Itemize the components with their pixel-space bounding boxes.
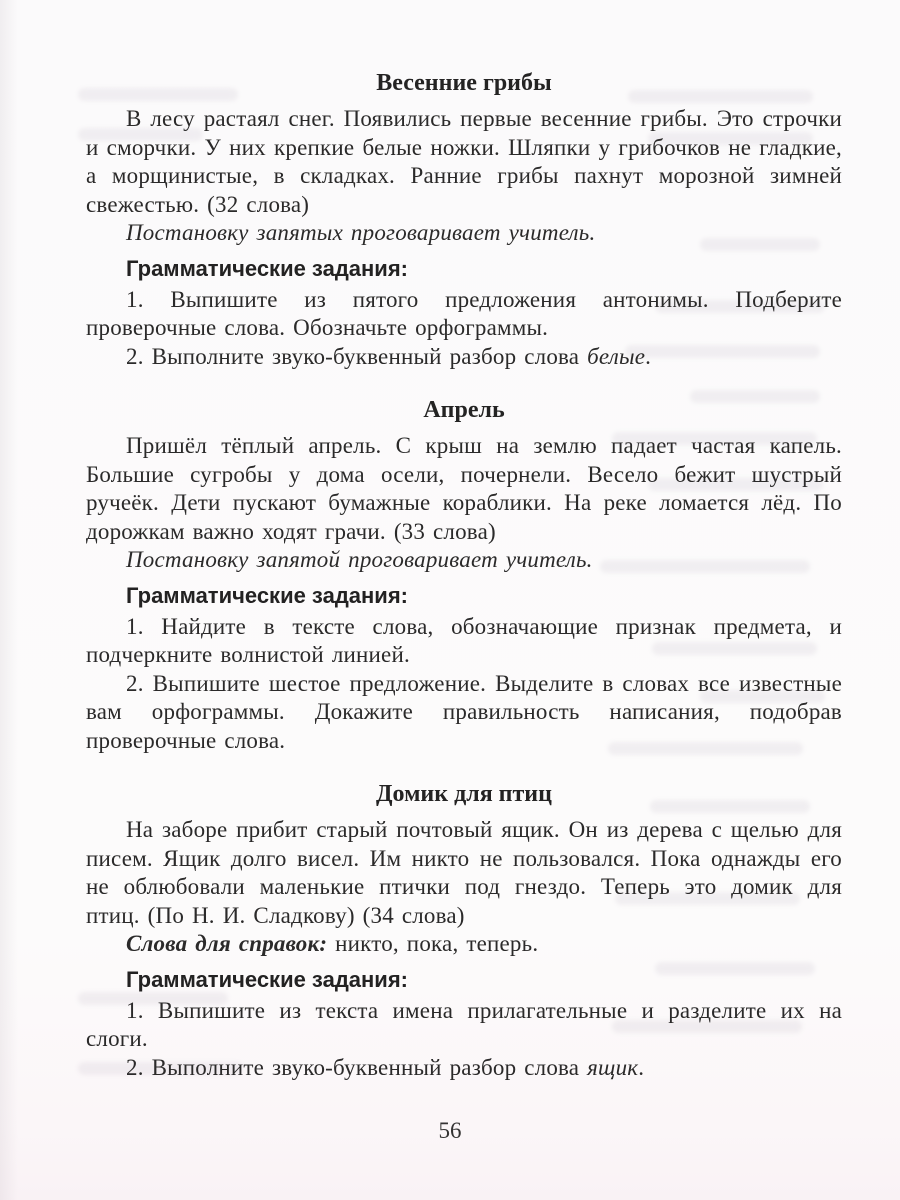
reference-words-line	[86, 930, 842, 959]
dictation-text: Пришёл тёплый апрель. С крыш на землю падает частая капель. Большие сугробы у дома осели, почернели. Весело бежит шустрый ручеёк. Дети пускают бумажные кораблики. На реке ломается лёд. По дорожкам важно ходят грачи. (33 слова)	[86, 433, 842, 544]
task-italic-word: ящик	[587, 1054, 639, 1080]
task-suffix: .	[645, 343, 652, 369]
section-title: Домик для птиц	[376, 781, 552, 807]
task-suffix: .	[638, 1054, 645, 1080]
task-item	[86, 1054, 842, 1083]
reference-words: никто, пока, теперь.	[327, 931, 539, 956]
task-item: 1. Найдите в тексте слова, обозначающие признак предмета, и подчеркните волнистой линией.	[86, 613, 842, 667]
section-title: Весенние грибы	[376, 70, 552, 96]
task-italic-word: белые	[587, 343, 646, 369]
task-text: 2. Выполните звуко-буквенный разбор слова	[126, 1054, 588, 1080]
task-item: 2. Выпишите шестое предложение. Выделите в словах все известные вам орфограммы. Докажите правильность написания, подобрав проверочные слова.	[86, 670, 842, 753]
dictation-section	[86, 395, 842, 755]
task-item: 1. Выпишите из пятого предложения антонимы. Подберите проверочные слова. Обозначьте орфограммы.	[86, 286, 842, 340]
dictation-text: На заборе прибит старый почтовый ящик. Он из дерева с щелью для писем. Ящик долго висел. Им никто не пользовался. Пока однажды его не облюбовали маленькие птички под гнездо. Теперь это домик для птиц. (По Н. И. Сладкову) (34 слова)	[86, 817, 842, 928]
tasks-heading: Грамматические задания:	[126, 582, 408, 608]
teacher-note: Постановку запятой проговаривает учитель.	[126, 547, 593, 572]
teacher-note: Постановку запятых проговаривает учитель.	[126, 220, 596, 245]
reference-words-label: Слова для справок:	[126, 931, 328, 956]
dictation-section	[86, 68, 842, 371]
task-item	[86, 343, 842, 372]
dictation-section	[86, 779, 842, 1082]
tasks-heading: Грамматические задания:	[126, 966, 408, 992]
task-text: 2. Выполните звуко-буквенный разбор слова	[126, 343, 588, 369]
section-title: Апрель	[423, 397, 505, 423]
page-number: 56	[438, 1118, 462, 1143]
task-item: 1. Выпишите из текста имена прилагательные и разделите их на слоги.	[86, 997, 842, 1051]
dictation-text: В лесу растаял снег. Появились первые весенние грибы. Это строчки и сморчки. У них крепкие белые ножки. Шляпки у грибочков не гладкие, а морщинистые, в складках. Ранние грибы пахнут морозной зимней свежестью. (32 слова)	[86, 106, 842, 217]
tasks-heading: Грамматические задания:	[126, 255, 408, 281]
